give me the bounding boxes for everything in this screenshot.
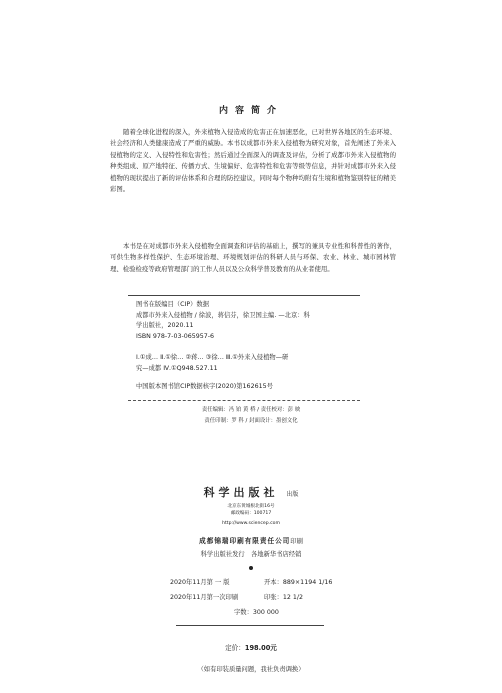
price-label: 定价： — [225, 644, 245, 652]
printer-line — [0, 535, 502, 545]
cip-heading: 图书在版编目（CIP）数据 — [136, 301, 210, 308]
publisher-logo — [0, 484, 502, 500]
price-top-rule — [176, 625, 324, 626]
publisher-website: http://www.sciencep.com — [222, 521, 280, 526]
format: 开本：889×1194 1/16 — [264, 579, 333, 586]
quality-notice: （如有印装质量问题，我社负责调换） — [197, 666, 305, 673]
printer-name: 成都锦瑞印刷有限责任公司 — [199, 537, 291, 545]
cip-spacer — [136, 342, 366, 353]
separator-dot — [249, 566, 253, 570]
cip-line: 学出版社，2020.11 — [136, 322, 194, 330]
cip-bottom-rule — [128, 400, 360, 401]
cip-top-rule — [128, 295, 360, 296]
staff-line-production: 责任印制：罗 科 / 封面设计：墨创文化 — [204, 418, 298, 424]
price-value: 198.00元 — [244, 644, 277, 652]
word-count: 字数：300 000 — [234, 609, 279, 616]
cip-line: Ⅰ.①成… Ⅱ.①徐… ②蒋… ③徐… Ⅲ.①外来入侵植物—研 — [136, 353, 289, 361]
publisher-name: 科学出版社 — [203, 486, 279, 499]
publisher-postcode: 邮政编码：100717 — [230, 511, 272, 516]
cip-line: 成都市外来入侵植物 / 徐波，蒋信芬，徐卫国主编. —北京：科 — [136, 311, 310, 319]
intro-title: 内容简介 — [218, 106, 283, 116]
sheets: 印张：12 1/2 — [264, 594, 304, 601]
cip-number: 中国版本图书馆CIP数据核字(2020)第162615号 — [136, 383, 273, 390]
cip-data-block — [136, 300, 366, 374]
publisher-suffix: 出版 — [286, 491, 299, 498]
distribution-line: 科学出版社发行 各地新华书店经销 — [200, 551, 302, 558]
staff-line-editors: 责任编辑：冯 铂 黄 桥 / 责任校对：彭 映 — [201, 407, 301, 413]
printer-suffix: 印刷 — [290, 538, 303, 545]
intro-paragraph-1: 随着全球化进程的深入，外来植物入侵造成的危害正在加速恶化，已对世界各地区的生态环境、社会经济和人类健康造成了严重的威胁。本书以成都市外来入侵植物为研究对象，首先阐述了外来入侵植物的定义、入侵特性和危害性；然后通过全面深入的调查及评估，分析了成都市外来入侵植物的种类组成、原产地特征、传播方式、生境偏好、危害特性和危害等级等信息，并针对成都市外来入侵植物的现状提出了新的评估体系和合理的防控建议，同时每个物种均附有生境和植物鉴别特征的精美彩图。 — [110, 128, 396, 194]
printing: 2020年11月第一次印刷 — [170, 594, 239, 601]
intro-paragraph-2: 本书是在对成都市外来入侵植物全面调查和评估的基础上，撰写的兼具专业性和科普性的著作，可供生物多样性保护、生态环境治理、环境规划评估的科研人员与环保、农业、林业、城市园林管理、检验检疫等政府管理部门的工作人员以及公众科学普及教育的从业者使用。 — [110, 242, 396, 273]
cip-line: ISBN 978-7-03-065957-6 — [136, 332, 215, 340]
publisher-address: 北京东黄城根北街16号 — [227, 504, 275, 509]
cip-line: 究—成都 Ⅳ.①Q948.527.11 — [136, 364, 218, 372]
price — [0, 642, 502, 652]
edition: 2020年11月第 一 版 — [170, 579, 230, 586]
